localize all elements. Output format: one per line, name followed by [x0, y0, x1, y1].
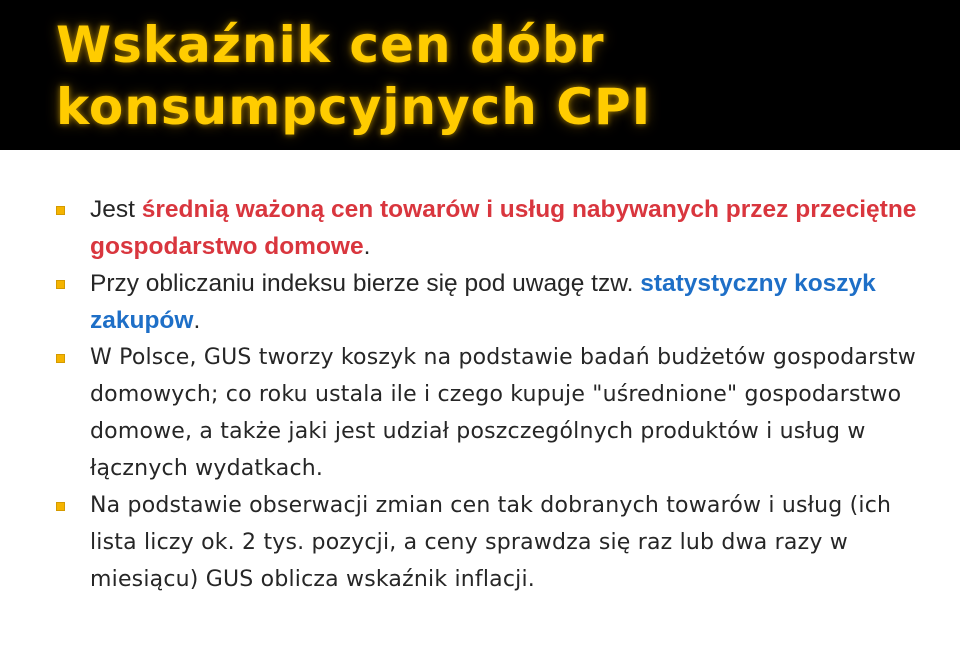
- bullet-tail-text: .: [363, 233, 371, 260]
- bullet-item-inflation: [54, 487, 934, 598]
- slide-title: Wskaźnik cen dóbr konsumpcyjnych CPI: [56, 16, 652, 136]
- bullet-lead-text: Przy obliczaniu indeksu bierze się pod uwagę tzw.: [90, 270, 641, 297]
- bullet-text: Na podstawie obserwacji zmian cen tak dobranych towarów i usług (ich lista liczy ok. 2 tys. pozycji, a ceny sprawdza się raz lub dwa razy w miesiącu) GUS oblicza wskaźnik inflacji.: [90, 493, 892, 592]
- square-bullet-icon: [56, 354, 65, 363]
- square-bullet-icon: [56, 280, 65, 289]
- bullet-item-basket: [54, 265, 934, 339]
- bullet-list: [54, 191, 934, 598]
- bullet-tail-text: .: [193, 307, 201, 334]
- bullet-text: W Polsce, GUS tworzy koszyk na podstawie badań budżetów gospodarstw domowych; co roku ustala ile i czego kupuje "uśrednione" gospodarstwo domowe, a także jaki jest udział poszczególnych produktów i usług w łącznych wydatkach.: [90, 345, 917, 481]
- title-band: [0, 0, 960, 150]
- bullet-item-average: [54, 191, 934, 265]
- bullet-lead-text: Jest: [90, 196, 142, 223]
- square-bullet-icon: [56, 206, 65, 215]
- square-bullet-icon: [56, 502, 65, 511]
- weighted-average-highlight: średnią ważoną cen towarów i usług nabywanych przez przeciętne gospodarstwo domowe: [90, 196, 917, 260]
- basket-highlight: statystyczny koszyk zakupów: [90, 270, 876, 334]
- bullet-item-gus-basket: [54, 339, 934, 487]
